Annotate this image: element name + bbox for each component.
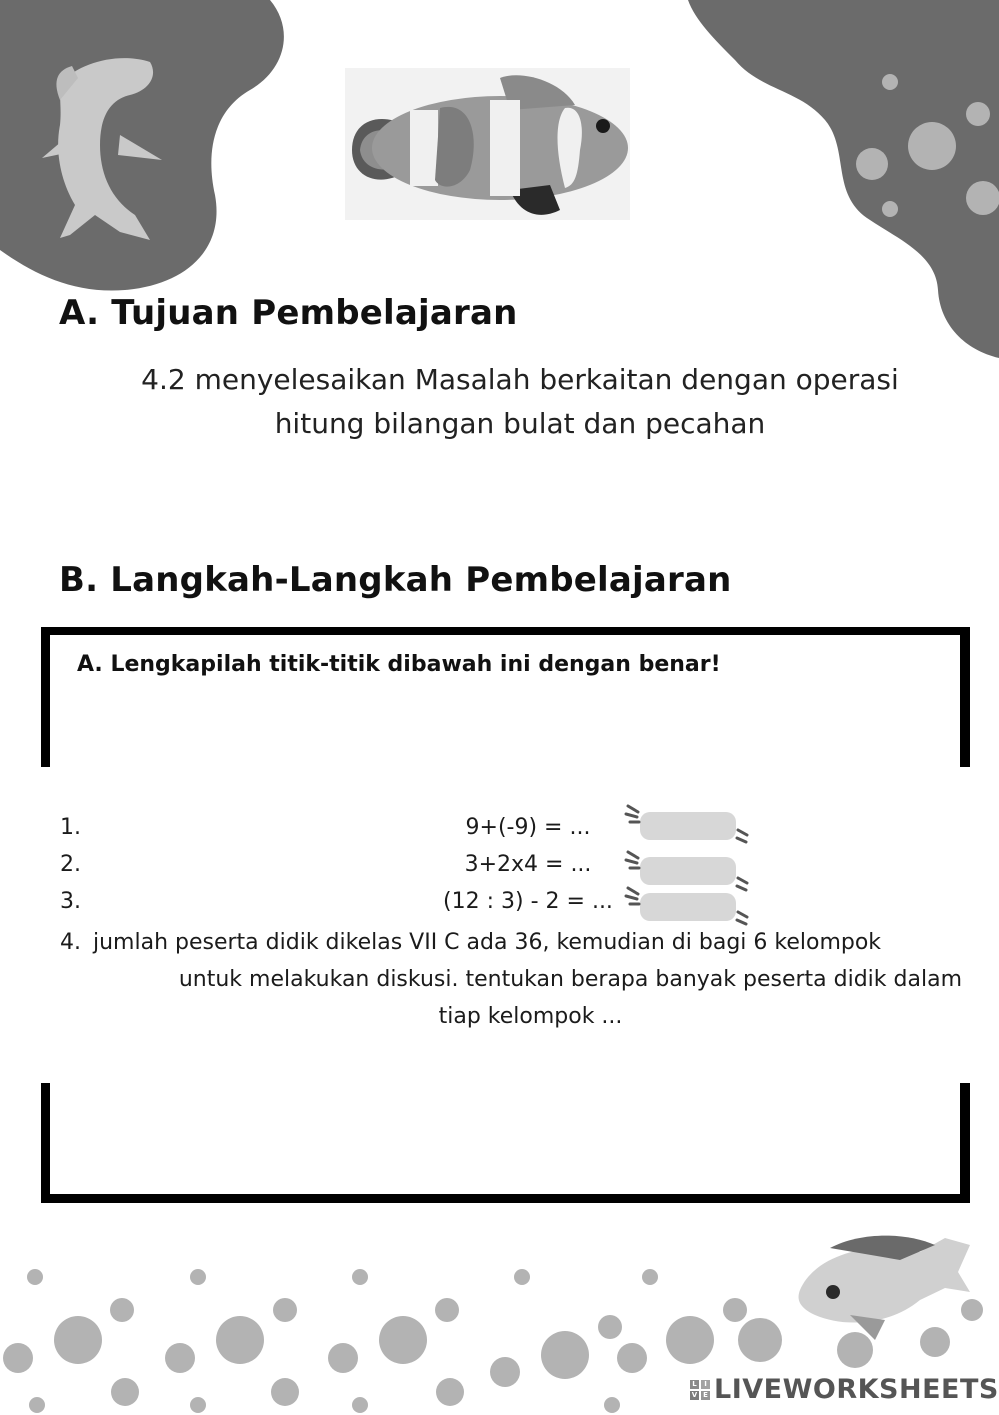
logo-letter-e: E [701,1391,710,1400]
logo-grid-icon [690,1380,710,1400]
question-4-line-3: tiap kelompok ... [438,1004,623,1029]
question-4-text [93,924,968,1035]
frame-bottom [41,1194,970,1203]
question-1-number: 1. [60,815,81,840]
frame-left-top [41,627,50,767]
logo-text: LIVEWORKSHEETS [714,1374,999,1405]
top-right-blob [688,0,999,358]
frame-left-bottom [41,1083,50,1203]
question-4-number: 4. [60,930,81,955]
question-1-expression: 9+(-9) = ... [465,815,591,840]
answer-input-1[interactable] [640,812,736,840]
question-3-expression: (12 : 3) - 2 = ... [443,889,613,914]
frame-right-bottom [960,1083,970,1203]
clownfish-icon [345,68,630,220]
liveworksheets-logo[interactable] [690,1374,999,1405]
answer-input-3[interactable] [640,893,736,921]
objective-line-2: hitung bilangan bulat dan pecahan [274,407,766,440]
section-a-title: A. Tujuan Pembelajaran [59,293,518,333]
logo-letter-v: V [691,1390,698,1399]
worksheet-instruction: A. Lengkapilah titik-titik dibawah ini dengan benar! [77,652,721,677]
logo-letter-l: L [690,1380,699,1389]
fish-icon [799,1236,970,1340]
objective-line-1: 4.2 menyelesaikan Masalah berkaitan dengan operasi [141,363,899,396]
question-2-expression: 3+2x4 = ... [464,852,592,877]
frame-right-top [960,627,970,767]
frame-top [41,627,970,635]
top-left-blob [0,0,284,291]
question-4-line-2: untuk melakukan diskusi. tentukan berapa banyak peserta didik dalam [178,967,962,992]
question-2-number: 2. [60,852,81,877]
question-3-number: 3. [60,889,81,914]
answer-input-2[interactable] [640,857,736,885]
question-4-line-1: jumlah peserta didik dikelas VII C ada 36, kemudian di bagi 6 kelompok [93,930,882,955]
section-b-title: B. Langkah-Langkah Pembelajaran [59,560,732,600]
logo-letter-i: I [701,1380,710,1389]
